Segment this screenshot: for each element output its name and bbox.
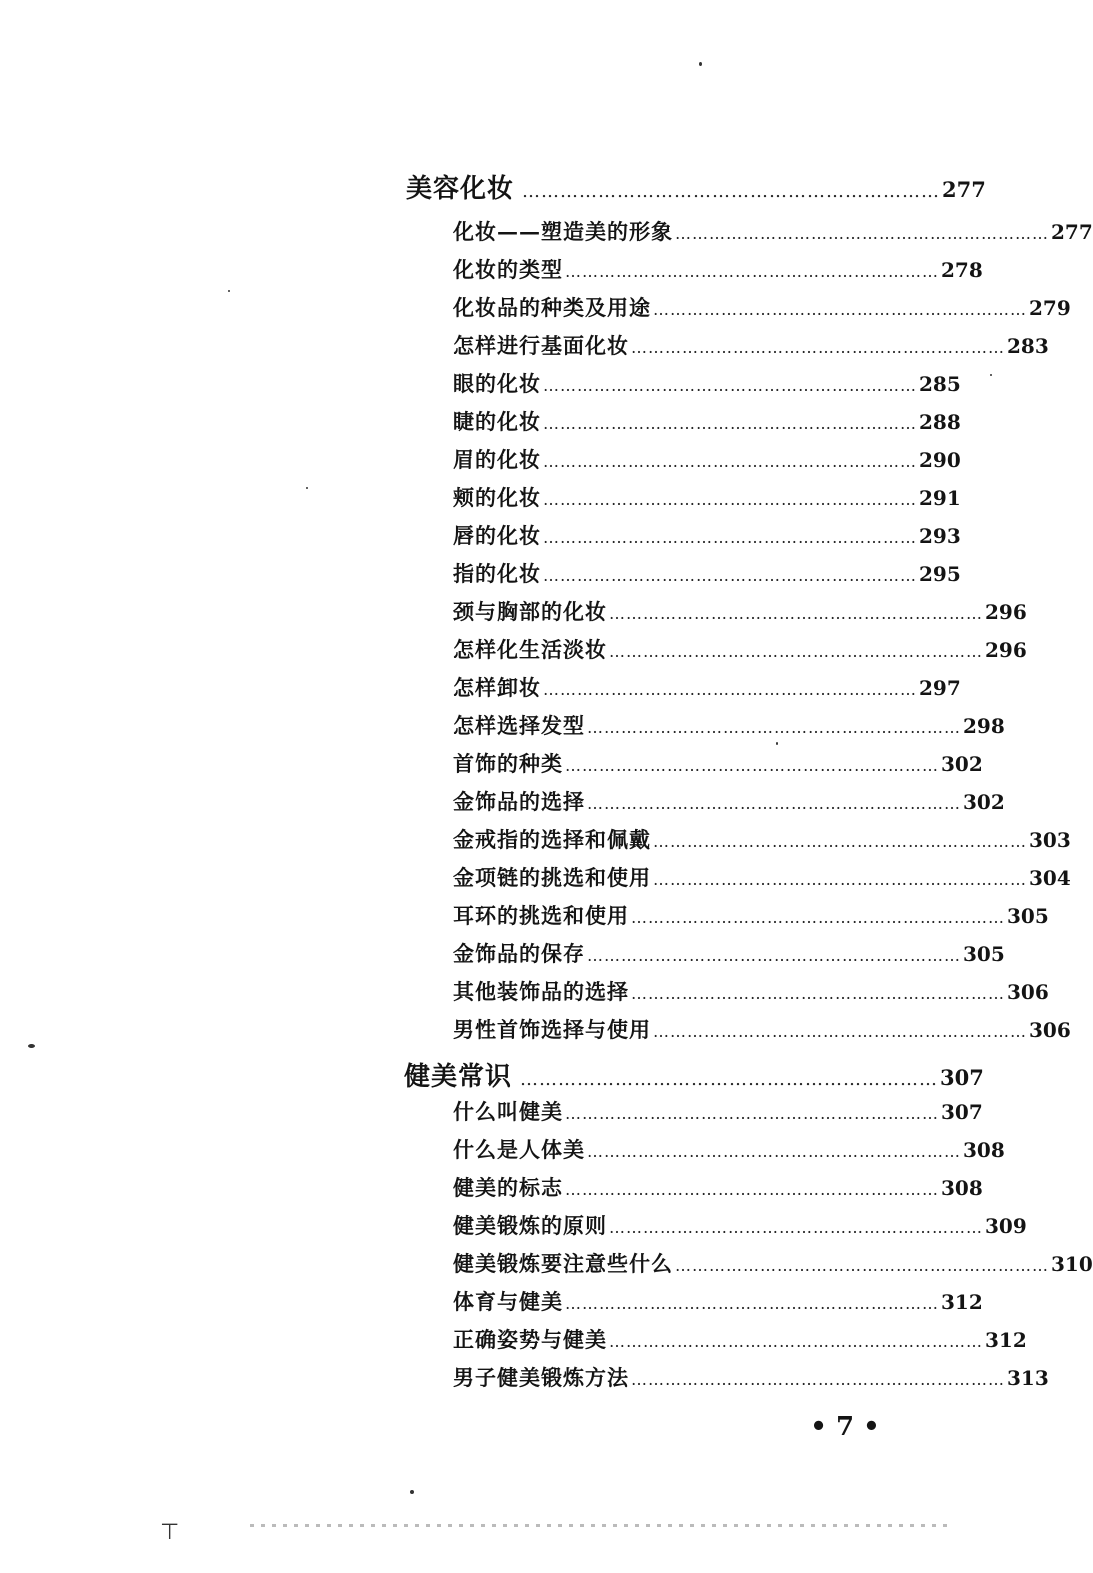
- toc-section-title: 健美常识: [404, 1062, 513, 1092]
- toc-section-title: 美容化妆: [406, 174, 515, 204]
- toc-leader-dots: …………………………………………………………: [675, 1256, 1049, 1275]
- toc-entry: [453, 1324, 1027, 1354]
- toc-leader-dots: …………………………………………………………: [543, 566, 917, 585]
- toc-entry-title: 健美锻炼的原则: [453, 1213, 607, 1238]
- toc-entry-title: 化妆的类型: [453, 257, 563, 282]
- toc-entry-page: 310: [1051, 1252, 1093, 1276]
- scan-speck: [699, 62, 702, 66]
- toc-entry: [453, 1172, 983, 1202]
- toc-entry-title: 眼的化妆: [453, 371, 541, 396]
- toc-entry-title: 怎样卸妆: [453, 675, 541, 700]
- toc-entry-title: 健美的标志: [453, 1175, 563, 1200]
- toc-leader-dots: …………………………………………………………: [587, 946, 961, 965]
- toc-leader-dots: …………………………………………………………: [520, 1069, 939, 1090]
- toc-entry-title: 颊的化妆: [453, 485, 541, 510]
- toc-entry-page: 306: [1029, 1018, 1071, 1042]
- toc-leader-dots: …………………………………………………………: [565, 1104, 939, 1123]
- toc-entry-title: 男子健美锻炼方法: [453, 1365, 629, 1390]
- toc-leader-dots: …………………………………………………………: [653, 300, 1027, 319]
- toc-entry-page: 293: [919, 524, 961, 548]
- toc-entry-page: 291: [919, 486, 961, 510]
- toc-entry-page: 288: [919, 410, 961, 434]
- scan-speck: [776, 742, 778, 745]
- toc-entry-title: 唇的化妆: [453, 523, 541, 548]
- toc-entry-title: 健美锻炼要注意些什么: [453, 1251, 673, 1276]
- toc-leader-dots: …………………………………………………………: [587, 1142, 961, 1161]
- toc-entry: [453, 1286, 983, 1316]
- toc-entry: [453, 748, 983, 778]
- toc-entry-page: 295: [919, 562, 961, 586]
- toc-leader-dots: …………………………………………………………: [631, 984, 1005, 1003]
- scan-speck: [410, 1490, 414, 1494]
- toc-entry-page: 278: [941, 258, 983, 282]
- toc-entry-title: 正确姿势与健美: [453, 1327, 607, 1352]
- toc-entry-title: 化妆——塑造美的形象: [453, 219, 673, 244]
- toc-entry-page: 290: [919, 448, 961, 472]
- toc-entry: [453, 596, 1027, 626]
- toc-leader-dots: …………………………………………………………: [653, 870, 1027, 889]
- toc-leader-dots: …………………………………………………………: [543, 376, 917, 395]
- toc-entry-page: 305: [963, 942, 1005, 966]
- toc-entry: [453, 444, 961, 474]
- toc-leader-dots: …………………………………………………………: [587, 794, 961, 813]
- page-number: • 7 •: [810, 1412, 880, 1442]
- scan-speck: [306, 487, 308, 489]
- scan-speck: [28, 1044, 35, 1048]
- toc-entry-title: 金项链的挑选和使用: [453, 865, 651, 890]
- toc-leader-dots: …………………………………………………………: [653, 832, 1027, 851]
- toc-entry-page: 312: [985, 1328, 1027, 1352]
- toc-entry: [453, 216, 1093, 246]
- toc-entry-page: 309: [985, 1214, 1027, 1238]
- toc-entry: [453, 1096, 983, 1126]
- toc-entry-page: 304: [1029, 866, 1071, 890]
- toc-leader-dots: …………………………………………………………: [653, 1022, 1027, 1041]
- toc-entry: [453, 976, 1049, 1006]
- toc-entry-title: 指的化妆: [453, 561, 541, 586]
- toc-entry: [453, 292, 1071, 322]
- toc-entry-title: 睫的化妆: [453, 409, 541, 434]
- toc-leader-dots: …………………………………………………………: [565, 1180, 939, 1199]
- toc-entry: [453, 520, 961, 550]
- toc-section-heading: [404, 1056, 984, 1093]
- toc-leader-dots: …………………………………………………………: [631, 1370, 1005, 1389]
- toc-leader-dots: …………………………………………………………: [543, 528, 917, 547]
- toc-entry-title: 其他装饰品的选择: [453, 979, 629, 1004]
- toc-entry: [453, 558, 961, 588]
- toc-entry-page: 297: [919, 676, 961, 700]
- toc-entry-title: 体育与健美: [453, 1289, 563, 1314]
- toc-entry-page: 298: [963, 714, 1005, 738]
- toc-entry-title: 眉的化妆: [453, 447, 541, 472]
- toc-leader-dots: …………………………………………………………: [565, 262, 939, 281]
- toc-leader-dots: …………………………………………………………: [565, 756, 939, 775]
- toc-entry: [453, 672, 961, 702]
- toc-section-page: 277: [942, 177, 986, 202]
- toc-leader-dots: …………………………………………………………: [543, 414, 917, 433]
- toc-entry-page: 313: [1007, 1366, 1049, 1390]
- toc-entry-title: 怎样化生活淡妆: [453, 637, 607, 662]
- toc-entry-title: 金饰品的选择: [453, 789, 585, 814]
- toc-entry-title: 男性首饰选择与使用: [453, 1017, 651, 1042]
- toc-leader-dots: …………………………………………………………: [543, 680, 917, 699]
- toc-entry: [453, 254, 983, 284]
- toc-entry-page: 303: [1029, 828, 1071, 852]
- toc-entry-title: 怎样选择发型: [453, 713, 585, 738]
- toc-entry-title: 怎样进行基面化妆: [453, 333, 629, 358]
- toc-entry-page: 277: [1051, 220, 1093, 244]
- toc-entry: [453, 938, 1005, 968]
- toc-leader-dots: …………………………………………………………: [543, 490, 917, 509]
- toc-leader-dots: …………………………………………………………: [609, 1332, 983, 1351]
- toc-leader-dots: …………………………………………………………: [631, 908, 1005, 927]
- toc-entry-page: 302: [941, 752, 983, 776]
- toc-entry: [453, 368, 961, 398]
- toc-entry-page: 279: [1029, 296, 1071, 320]
- toc-entry: [453, 1134, 1005, 1164]
- toc-entry: [453, 710, 1005, 740]
- toc-leader-dots: …………………………………………………………: [543, 452, 917, 471]
- toc-entry: [453, 330, 1049, 360]
- toc-entry-title: 颈与胸部的化妆: [453, 599, 607, 624]
- toc-entry-title: 首饰的种类: [453, 751, 563, 776]
- toc-entry-page: 308: [941, 1176, 983, 1200]
- toc-entry-page: 296: [985, 600, 1027, 624]
- toc-leader-dots: …………………………………………………………: [675, 224, 1049, 243]
- scan-mark: ⊤: [160, 1520, 180, 1545]
- toc-entry: [453, 482, 961, 512]
- toc-entry-page: 285: [919, 372, 961, 396]
- toc-entry: [453, 1210, 1027, 1240]
- toc-entry-title: 什么是人体美: [453, 1137, 585, 1162]
- toc-section-heading: [406, 168, 986, 205]
- toc-entry-page: 296: [985, 638, 1027, 662]
- toc-entry-page: 308: [963, 1138, 1005, 1162]
- scan-speck: [228, 290, 230, 292]
- toc-entry: [453, 862, 1071, 892]
- toc-leader-dots: …………………………………………………………: [631, 338, 1005, 357]
- toc-entry-page: 302: [963, 790, 1005, 814]
- toc-entry-page: 305: [1007, 904, 1049, 928]
- toc-entry-page: 307: [941, 1100, 983, 1124]
- toc-entry-page: 306: [1007, 980, 1049, 1004]
- toc-leader-dots: …………………………………………………………: [609, 1218, 983, 1237]
- toc-leader-dots: …………………………………………………………: [609, 642, 983, 661]
- scan-edge-noise: [250, 1524, 950, 1527]
- toc-section-page: 307: [940, 1065, 984, 1090]
- toc-leader-dots: …………………………………………………………: [565, 1294, 939, 1313]
- toc-entry-title: 耳环的挑选和使用: [453, 903, 629, 928]
- toc-entry: [453, 786, 1005, 816]
- toc-entry: [453, 1362, 1049, 1392]
- toc-entry-title: 化妆品的种类及用途: [453, 295, 651, 320]
- scan-speck: [990, 374, 992, 376]
- toc-entry: [453, 1014, 1071, 1044]
- toc-entry-title: 什么叫健美: [453, 1099, 563, 1124]
- toc-entry: [453, 900, 1049, 930]
- toc-entry-title: 金饰品的保存: [453, 941, 585, 966]
- toc-leader-dots: …………………………………………………………: [587, 718, 961, 737]
- toc-entry-title: 金戒指的选择和佩戴: [453, 827, 651, 852]
- toc-leader-dots: …………………………………………………………: [522, 181, 941, 202]
- toc-entry: [453, 634, 1027, 664]
- toc-entry: [453, 406, 961, 436]
- toc-leader-dots: …………………………………………………………: [609, 604, 983, 623]
- toc-entry: [453, 1248, 1093, 1278]
- toc-entry: [453, 824, 1071, 854]
- toc-entry-page: 312: [941, 1290, 983, 1314]
- toc-entry-page: 283: [1007, 334, 1049, 358]
